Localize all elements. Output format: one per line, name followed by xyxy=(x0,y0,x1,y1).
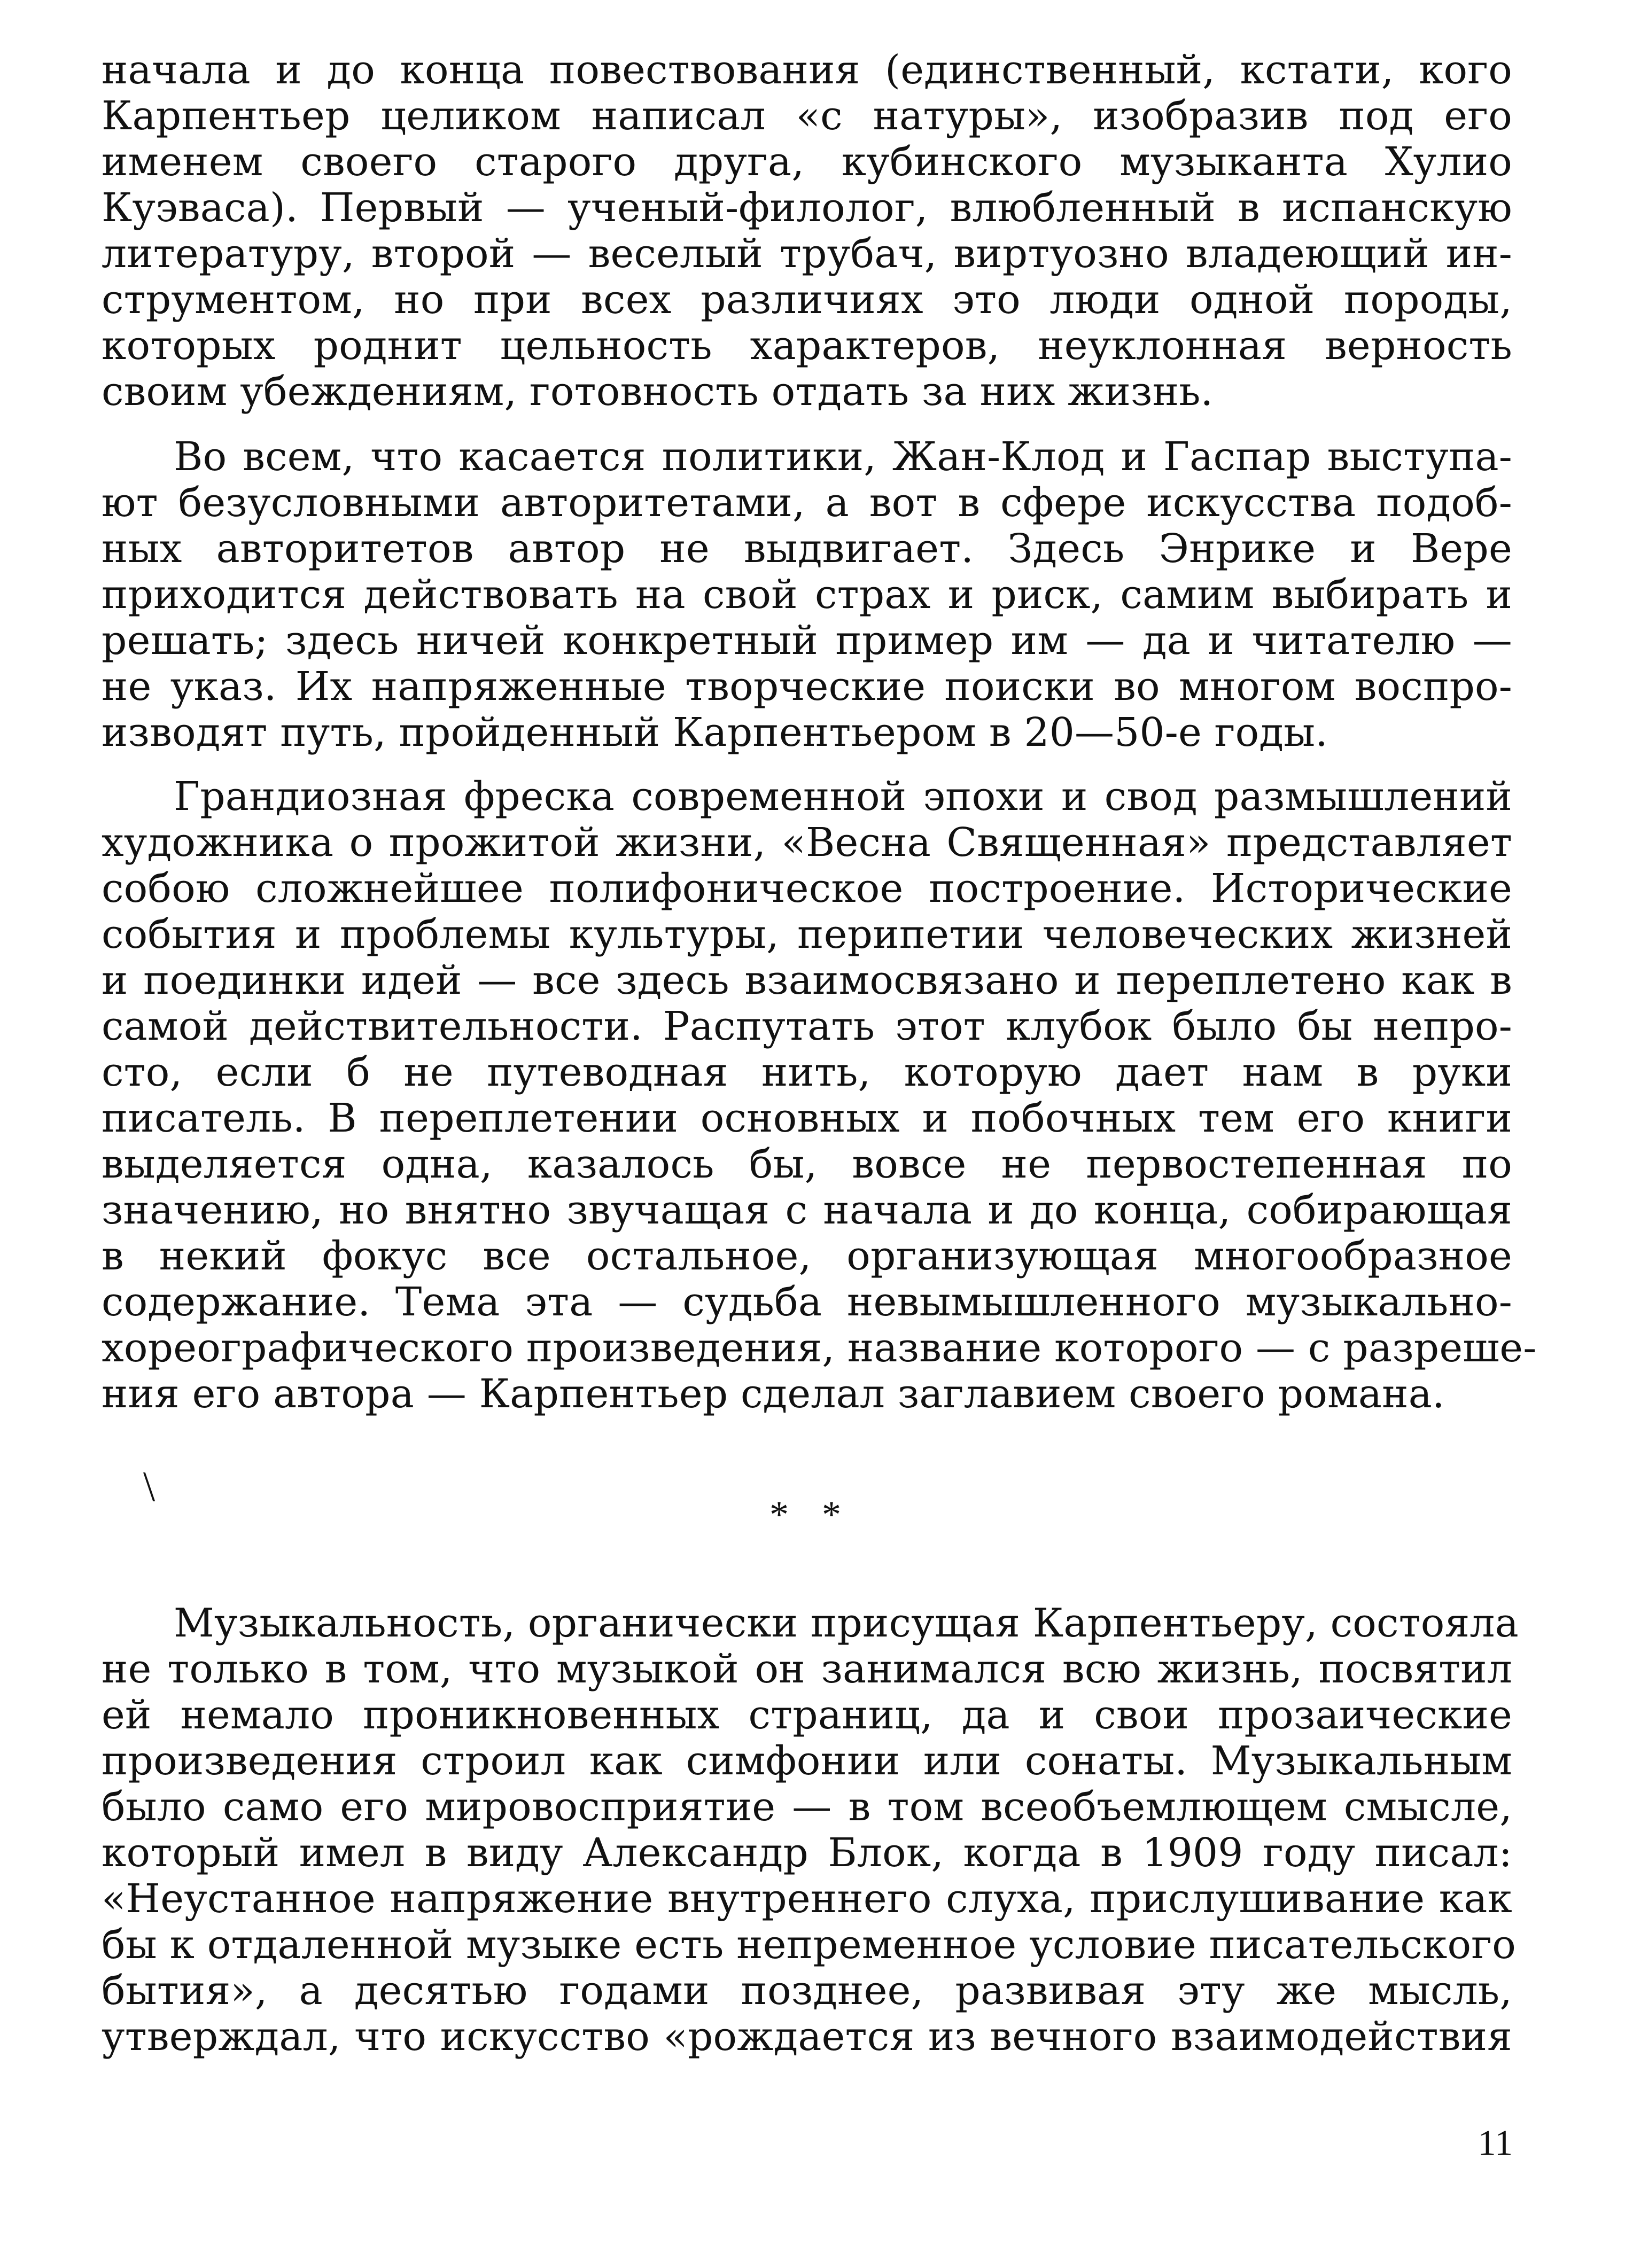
text-line: произведения строил как симфонии или сонаты. Музыкальным xyxy=(102,1738,1512,1784)
paragraph xyxy=(102,1600,1519,2060)
paragraph xyxy=(102,774,1537,1417)
text-line: содержание. Тема эта — судьба невымышленного музыкально- xyxy=(102,1279,1512,1325)
text-line: собою сложнейшее полифоническое построение. Исторические xyxy=(102,866,1512,911)
text-line: «Неустанное напряжение внутреннего слуха, прислушивание как xyxy=(102,1876,1512,1922)
text-line: ей немало проникновенных страниц, да и свои прозаические xyxy=(102,1692,1512,1738)
text-line: ных авторитетов автор не выдвигает. Здесь Энрике и Вере xyxy=(102,526,1512,572)
paragraph xyxy=(102,434,1512,755)
text-line: было само его мировосприятие — в том всеобъемлющем смысле, xyxy=(102,1784,1512,1830)
text-line: самой действительности. Распутать этот клубок было бы непро- xyxy=(102,1003,1512,1049)
text-line: начала и до конца повествования (единственный, кстати, кого xyxy=(102,47,1512,93)
text-line: события и проблемы культуры, перипетии человеческих жизней xyxy=(102,911,1512,957)
section-break-asterisks: * * xyxy=(769,1493,853,1536)
text-line: именем своего старого друга, кубинского музыканта Хулио xyxy=(102,139,1512,185)
text-line: утверждал, что искусство «рождается из вечного взаимодействия xyxy=(102,2014,1512,2060)
text-line: и поединки идей — все здесь взаимосвязано и переплетено как в xyxy=(102,957,1512,1003)
text-line: выделяется одна, казалось бы, вовсе не первостепенная по xyxy=(102,1141,1512,1187)
text-line: не только в том, что музыкой он занимался всю жизнь, посвятил xyxy=(102,1646,1512,1692)
text-line: писатель. В переплетении основных и побочных тем его книги xyxy=(102,1095,1512,1141)
text-line: ния его автора — Карпентьер сделал заглавием своего романа. xyxy=(102,1371,1445,1417)
text-line: Куэваса). Первый — ученый-филолог, влюбленный в испанскую xyxy=(102,185,1512,231)
text-line: который имел в виду Александр Блок, когда в 1909 году писал: xyxy=(102,1830,1512,1876)
text-line: Во всем, что касается политики, Жан-Клод и Гаспар выступа- xyxy=(174,434,1512,480)
text-line: которых роднит цельность характеров, неуклонная верность xyxy=(102,323,1512,369)
text-line: Карпентьер целиком написал «с натуры», изобразив под его xyxy=(102,93,1512,139)
text-line: изводят путь, пройденный Карпентьером в 20—50-е годы. xyxy=(102,710,1328,755)
text-line: своим убеждениям, готовность отдать за них жизнь. xyxy=(102,369,1214,415)
text-line: литературу, второй — веселый трубач, виртуозно владеющий ин- xyxy=(102,231,1512,277)
page-number: 11 xyxy=(1478,2122,1513,2163)
stray-mark: \ xyxy=(143,1463,155,1510)
text-line: художника о прожитой жизни, «Весна Священная» представляет xyxy=(102,820,1512,866)
paragraph xyxy=(102,47,1512,415)
text-line: Музыкальность, органически присущая Карпентьеру, состояла xyxy=(174,1600,1519,1646)
text-line: Грандиозная фреска современной эпохи и свод размышлений xyxy=(174,774,1512,820)
text-line: бы к отдаленной музыке есть непременное условие писательского xyxy=(102,1922,1516,1968)
text-line: бытия», а десятью годами позднее, развивая эту же мысль, xyxy=(102,1968,1512,2014)
text-line: ют безусловными авторитетами, а вот в сфере искусства подоб- xyxy=(102,480,1512,526)
text-line: решать; здесь ничей конкретный пример им — да и читателю — xyxy=(102,618,1512,664)
text-line: струментом, но при всех различиях это люди одной породы, xyxy=(102,277,1512,323)
text-line: не указ. Их напряженные творческие поиски во многом воспро- xyxy=(102,664,1512,710)
text-line: значению, но внятно звучащая с начала и до конца, собирающая xyxy=(102,1187,1512,1233)
text-line: сто, если б не путеводная нить, которую дает нам в руки xyxy=(102,1049,1512,1095)
text-line: приходится действовать на свой страх и риск, самим выбирать и xyxy=(102,572,1512,618)
text-line: в некий фокус все остальное, организующая многообразное xyxy=(102,1233,1512,1279)
text-line: хореографического произведения, название которого — с разреше- xyxy=(102,1325,1537,1371)
